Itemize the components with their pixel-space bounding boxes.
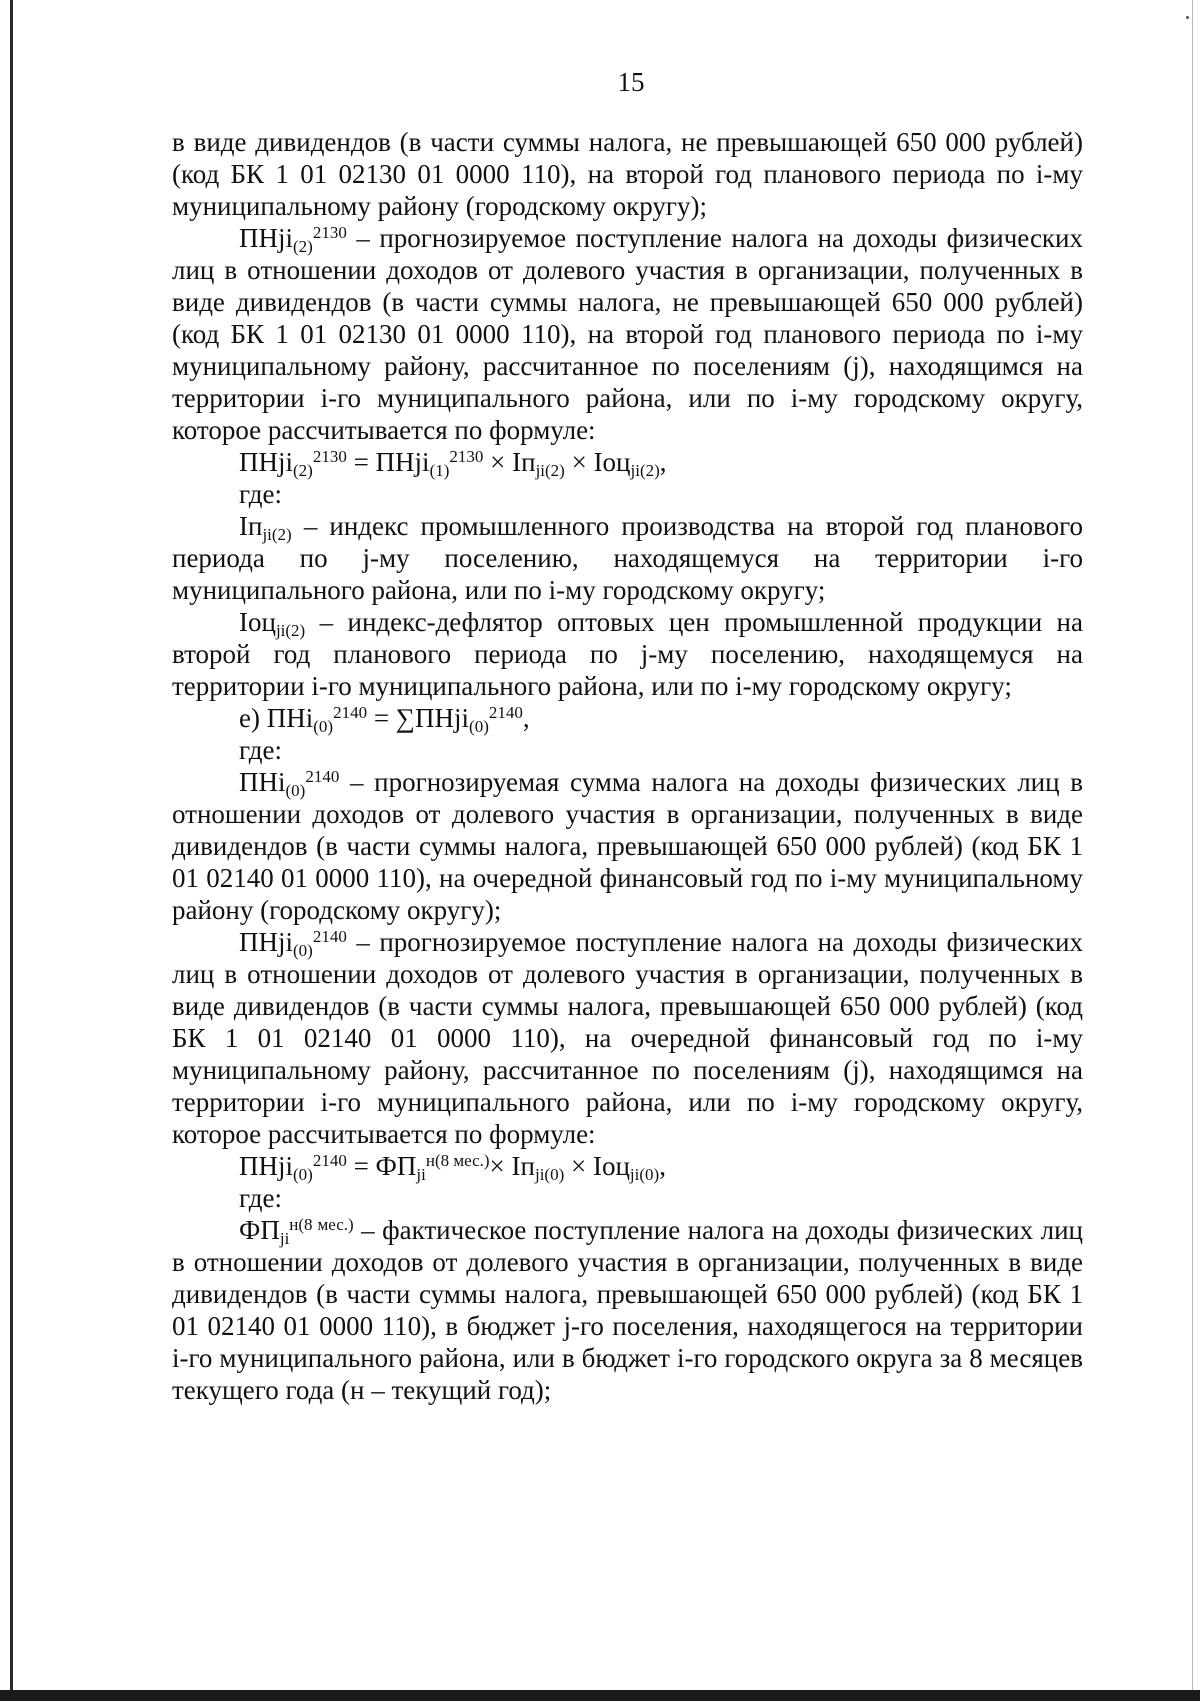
paragraph-pni0-definition: ПНi$_{(0)}^{2140}$ – прогнозируемая сумма налога на доходы физических лиц в отношении доходов от долевого участия в организации, полученных в виде дивидендов (в части суммы налога, превышающей 650 000 рублей) (код БК 1 01 02140 01 0000 110), на очередной финансовый год по i-му муниципальному району (городскому округу); xyxy=(172,766,1083,925)
where-label-2: где: xyxy=(239,735,282,765)
scan-speck xyxy=(1186,16,1189,19)
where-label-1: где: xyxy=(239,479,282,509)
scan-right-edge xyxy=(1192,0,1193,1701)
paragraph-pnji0-definition: ПНji$_{(0)}^{2140}$ – прогнозируемое поступление налога на доходы физических лиц в отношении доходов от долевого участия в организации, полученных в виде дивидендов (в части суммы налога, превышающей 650 000 рублей) (код БК 1 01 02140 01 0000 110), на очередной финансовый год по i-му муниципальному району, рассчитанное по поселениям (j), находящимся на территории i-го муниципального района, или по i-му городскому округу, которое рассчитывается по формуле: xyxy=(172,926,1083,1149)
scan-left-edge xyxy=(10,0,13,1701)
scan-bottom-edge xyxy=(0,1690,1200,1701)
page-number: 15 xyxy=(617,67,645,97)
formula-pnji2: ПНji$_{(2)}^{2130}$ = ПНji$_{(1)}^{2130}$ × $Iп_{ji(2)} \times Iоц_{ji(2)}$, xyxy=(239,446,667,481)
document-body xyxy=(172,126,1083,1406)
where-label-3: где: xyxy=(239,1183,282,1213)
formula-pni0: е) ПНi$_{(0)}^{2140}$ = ∑ПНji$_{(0)}^{2140}$, xyxy=(239,702,530,737)
paragraph-continuation: в виде дивидендов (в части суммы налога, не превышающей 650 000 рублей) (код БК 1 01 02130 01 0000 110), на второй год планового периода по i-му муниципальному району (городскому округу); xyxy=(172,127,1083,221)
paragraph-fp-definition: $ФП_{ji}^{н(8 мес.)}$ – фактическое поступление налога на доходы физических лиц в отношении доходов от долевого участия в организации, полученных в виде дивидендов (в части суммы налога, превышающей 650 000 рублей) (код БК 1 01 02140 01 0000 110), в бюджет j-го поселения, находящегося на территории i-го муниципального района, или в бюджет i-го городского округа за 8 месяцев текущего года (н – текущий год); xyxy=(172,1214,1083,1405)
paragraph-ioc-definition: Iоц$_{ji(2)}$ – индекс-дефлятор оптовых цен промышленной продукции на второй год планового периода по j-му поселению, находящемуся на территории i-го муниципального района, или по i-му городскому округу; xyxy=(172,607,1083,701)
paragraph-pnji2-definition: ПНji$_{(2)}^{2130}$ – прогнозируемое поступление налога на доходы физических лиц в отношении доходов от долевого участия в организации, полученных в виде дивидендов (в части суммы налога, не превышающей 650 000 рублей) (код БК 1 01 02130 01 0000 110), на второй год планового периода по i-му муниципальному району, рассчитанное по поселениям (j), находящимся на территории i-го муниципального района, или по i-му городскому округу, которое рассчитывается по формуле: xyxy=(172,222,1083,445)
paragraph-ip-definition: $Iп_{ji(2)}$ – индекс промышленного производства на второй год планового периода по j-му поселению, находящемуся на территории i-го муниципального района, или по i-му городскому округу; xyxy=(172,511,1083,605)
formula-pnji0: ПНji$_{(0)}^{2140}$ = $ФП_{ji}^{н(8 мес.)}\times Iп_{ji(0)} \times Iоц_{ji(0)}$, xyxy=(239,1150,666,1185)
